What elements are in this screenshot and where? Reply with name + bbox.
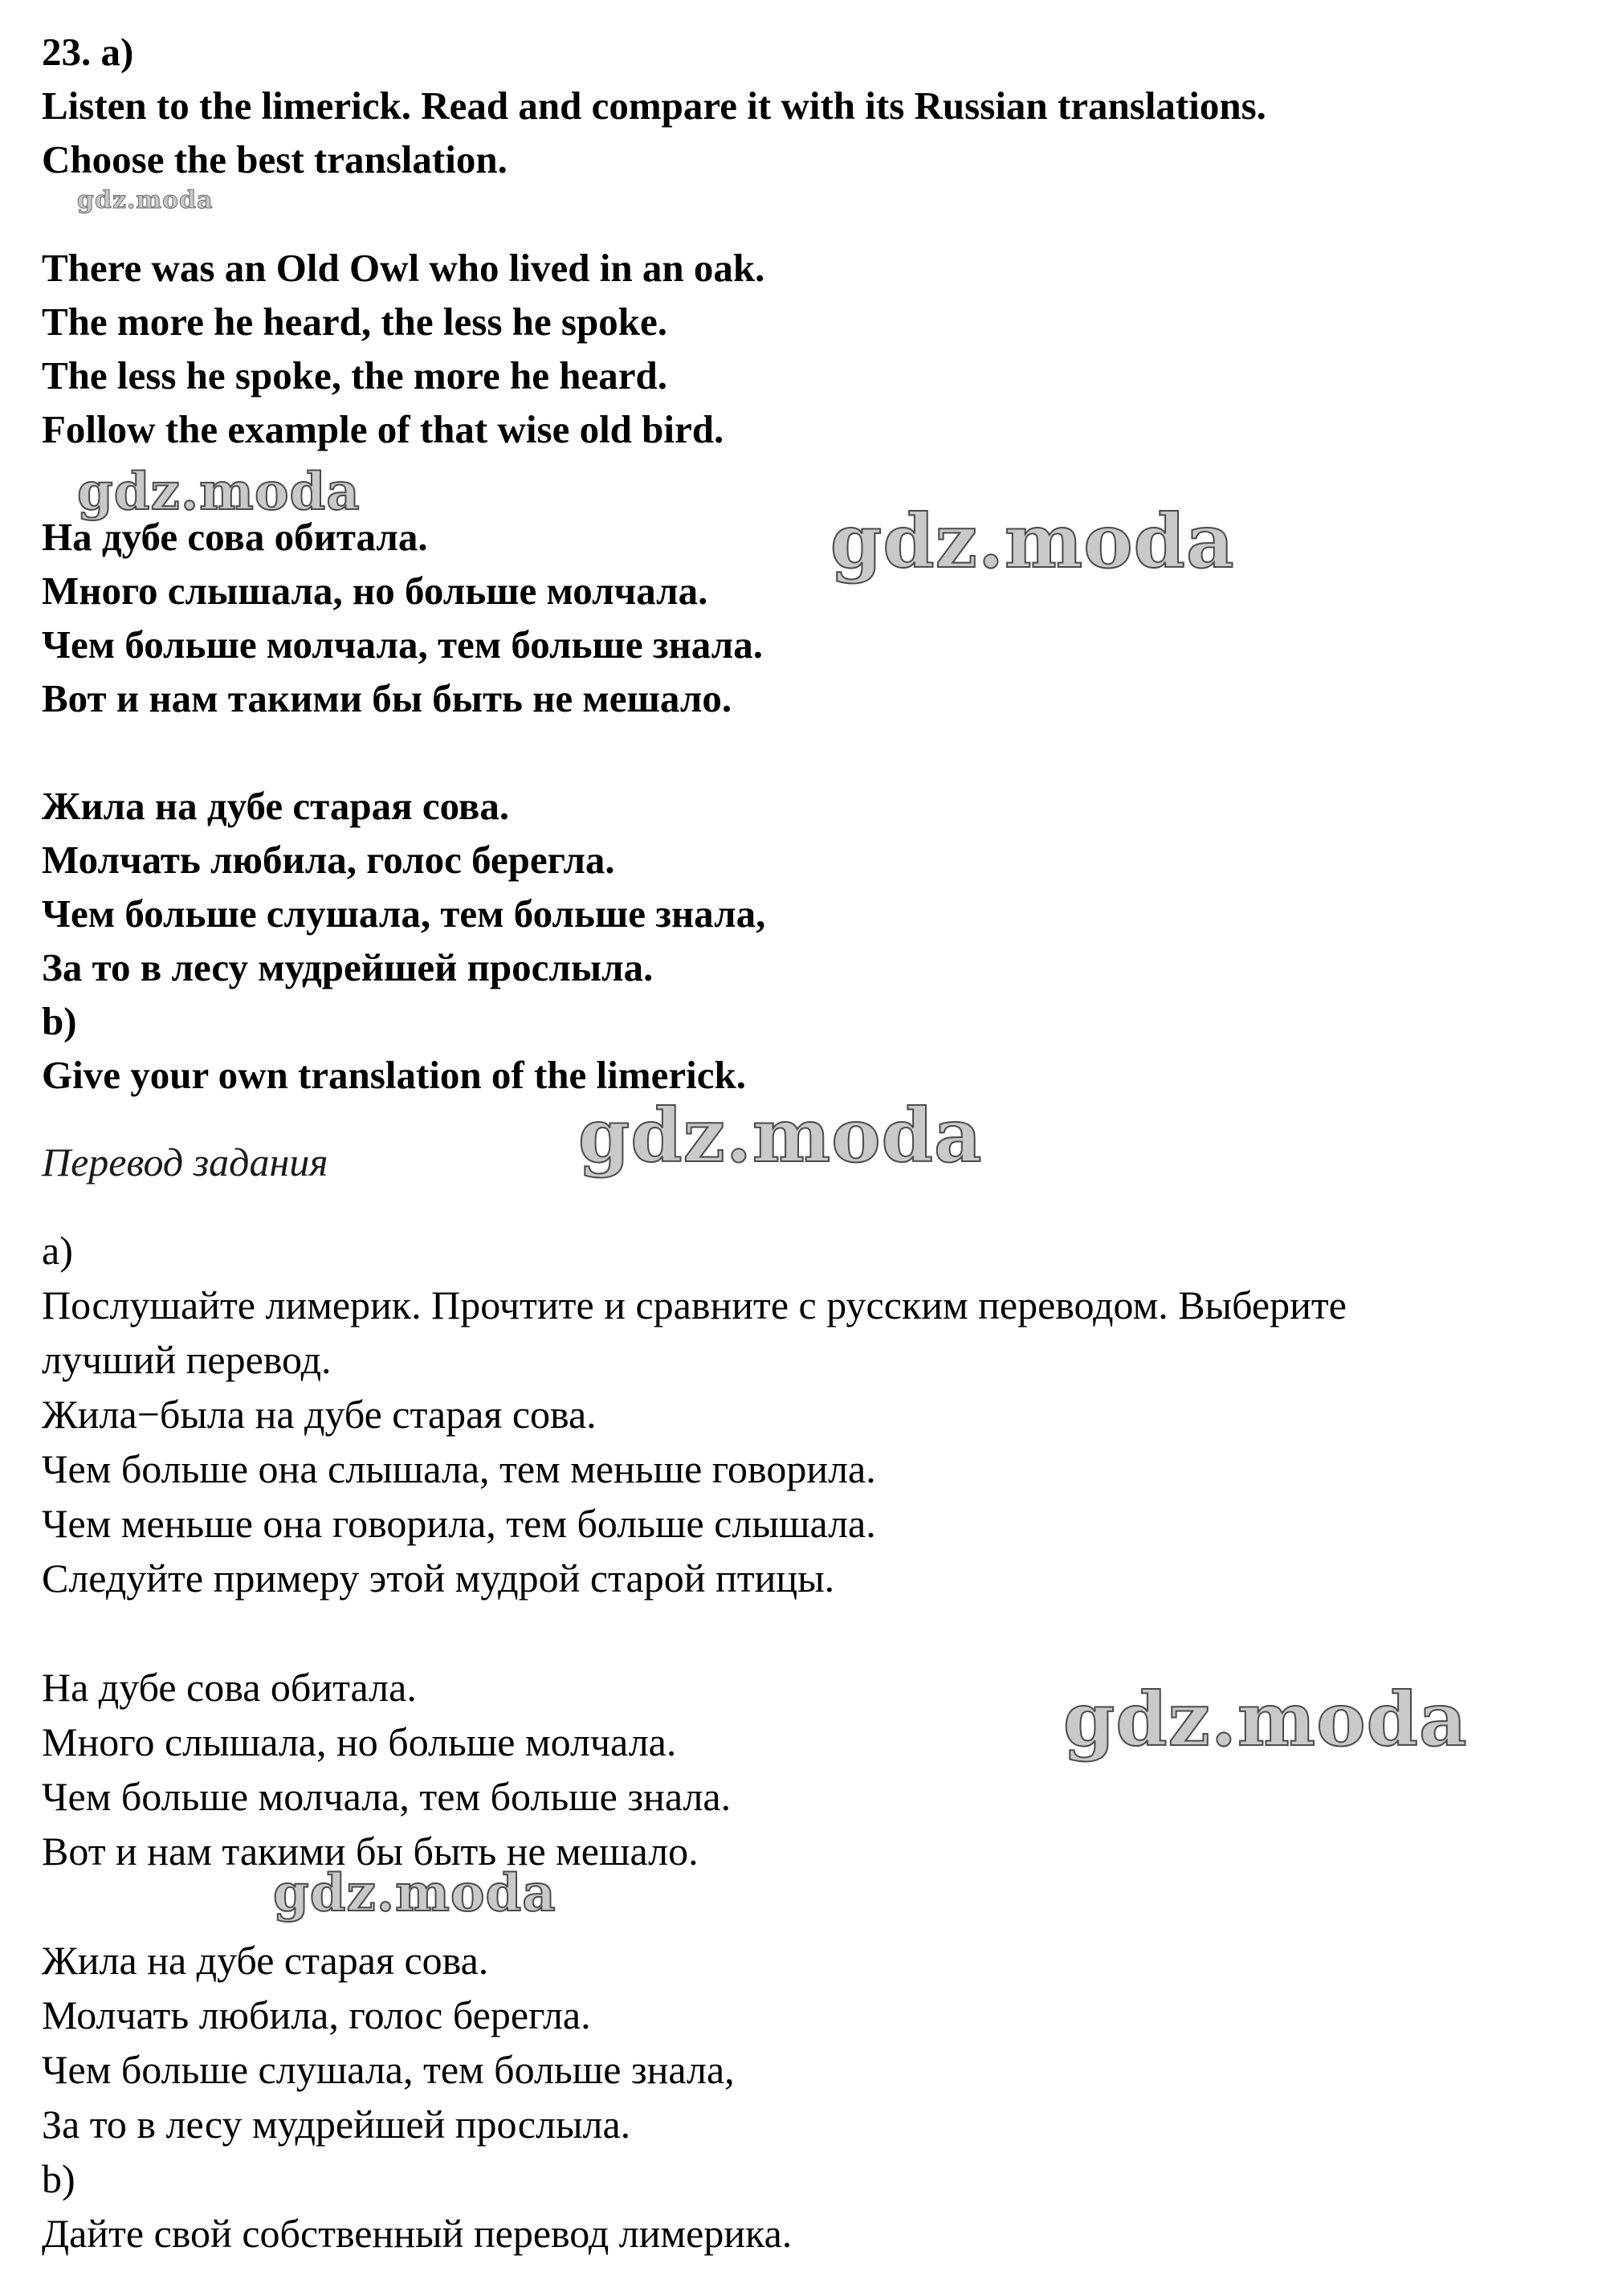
poem-line: There was an Old Owl who lived in an oak. (42, 246, 765, 290)
translation-line: Много слышала, но больше молчала. (42, 569, 708, 613)
translation-line: Вот и нам такими бы быть не мешало. (42, 1829, 699, 1874)
translation-line: Вот и нам такими бы быть не мешало. (42, 676, 732, 720)
poem-line: Follow the example of that wise old bird. (42, 407, 724, 451)
watermark: gdz.moda (1063, 1676, 1468, 1763)
translation-line: Много слышала, но больше молчала. (42, 1719, 677, 1764)
translated-poem-line: Чем больше она слышала, тем меньше говорила. (42, 1446, 876, 1491)
translation-line: Жила на дубе старая сова. (42, 1938, 489, 1983)
translation-line: Молчать любила, голос берегла. (42, 838, 615, 882)
translation-line: На дубе сова обитала. (42, 515, 428, 559)
task-number: 23. a) (42, 30, 134, 74)
translated-poem-line: Жила−была на дубе старая сова. (42, 1392, 597, 1437)
translated-instruction: лучший перевод. (42, 1337, 332, 1382)
part-b-label: b) (42, 999, 77, 1043)
task-instruction: Listen to the limerick. Read and compare it with its Russian translations. (42, 84, 1266, 128)
watermark: gdz.moda (273, 1863, 556, 1923)
translated-instruction: Послушайте лимерик. Прочтите и сравните с русским переводом. Выберите (42, 1283, 1347, 1327)
watermark: gdz.moda (77, 462, 361, 522)
part-b-label: b) (42, 2156, 75, 2201)
watermark: gdz.moda (578, 1092, 983, 1179)
translated-part-b-instruction: Дайте свой собственный перевод лимерика. (42, 2211, 793, 2256)
poem-line: The less he spoke, the more he heard. (42, 353, 667, 398)
watermark: gdz.moda (77, 186, 214, 214)
translation-line: Чем больше молчала, тем больше знала. (42, 622, 763, 667)
translated-poem-line: Чем меньше она говорила, тем больше слышала. (42, 1501, 876, 1546)
translation-line: Жила на дубе старая сова. (42, 784, 510, 828)
part-a-label: a) (42, 1228, 73, 1273)
translated-poem-line: Следуйте примеру этой мудрой старой птицы. (42, 1556, 835, 1601)
translation-line: За то в лесу мудрейшей прослыла. (42, 945, 654, 989)
task-instruction: Choose the best translation. (42, 137, 508, 181)
translation-line: Чем больше слушала, тем больше знала, (42, 891, 766, 936)
translation-heading: Перевод задания (42, 1140, 328, 1185)
translation-line: За то в лесу мудрейшей прослыла. (42, 2102, 631, 2147)
translation-line: Чем больше слушала, тем больше знала, (42, 2047, 735, 2092)
translation-line: Молчать любила, голос берегла. (42, 1992, 591, 2037)
translation-line: На дубе сова обитала. (42, 1665, 417, 1710)
translation-line: Чем больше молчала, тем больше знала. (42, 1774, 732, 1819)
part-b-instruction: Give your own translation of the limerick. (42, 1053, 746, 1097)
watermark: gdz.moda (830, 498, 1235, 585)
poem-line: The more he heard, the less he spoke. (42, 300, 667, 344)
